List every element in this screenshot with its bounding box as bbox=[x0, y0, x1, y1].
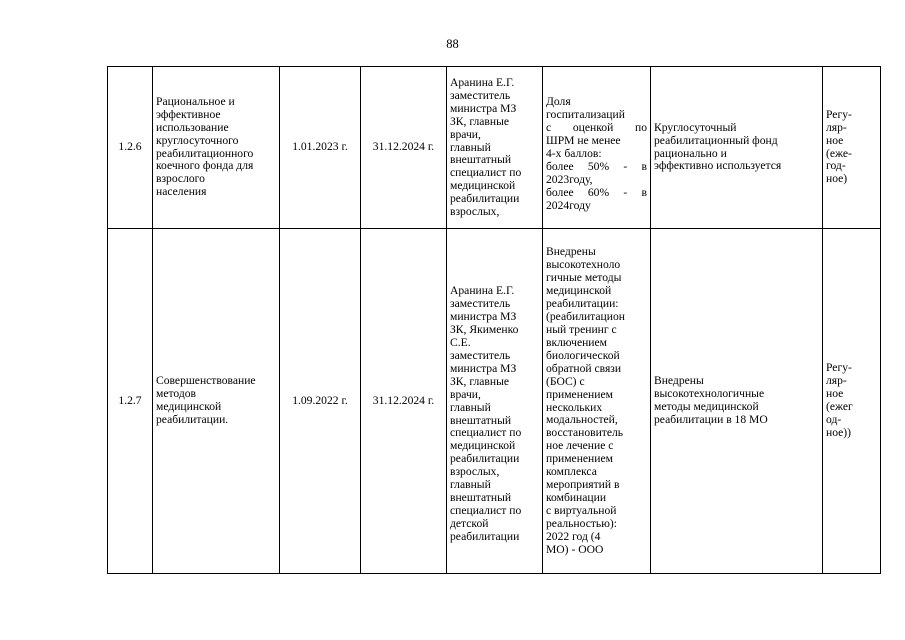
measure-title bbox=[153, 229, 280, 574]
periodicity-line: ное)) bbox=[826, 425, 852, 439]
responsible-persons-line: специалист по bbox=[450, 426, 522, 440]
target-indicator-line: применением bbox=[546, 452, 613, 466]
measure-title-line: Совершенствование bbox=[156, 374, 256, 388]
target-indicator-line: применением bbox=[546, 387, 613, 401]
measure-title-line: населения bbox=[156, 185, 207, 199]
responsible-persons-line: министра МЗ bbox=[450, 309, 517, 323]
measure-title-line: методов bbox=[156, 387, 197, 401]
periodicity-line: ляр- bbox=[826, 120, 847, 134]
measure-title-line: реабилитации. bbox=[156, 412, 229, 426]
responsible-persons-line: реабилитации bbox=[450, 192, 520, 206]
target-indicator bbox=[543, 229, 651, 574]
item-number: 1.2.6 bbox=[108, 67, 153, 229]
responsible-persons-line: Аранина Е.Г. bbox=[450, 75, 515, 89]
responsible-persons-line: заместитель bbox=[450, 296, 511, 310]
measure-title-line: эффективное bbox=[156, 107, 221, 121]
target-indicator-line: гичные методы bbox=[546, 270, 622, 284]
responsible-persons-line: взрослых, bbox=[450, 205, 500, 219]
periodicity-line: ляр- bbox=[826, 374, 847, 388]
target-indicator-line: (БОС) с bbox=[546, 374, 585, 388]
expected-result-line: Внедрены bbox=[654, 374, 704, 388]
responsible-persons-line: заместитель bbox=[450, 88, 511, 102]
target-indicator-line: 2024году bbox=[546, 198, 591, 212]
responsible-persons bbox=[447, 67, 543, 229]
target-indicator-line: с оценкой по bbox=[546, 121, 647, 135]
target-indicator-line: нескольких bbox=[546, 400, 603, 414]
responsible-persons bbox=[447, 229, 543, 574]
target-indicator-line: восстановитель bbox=[546, 426, 624, 440]
measure-title-line: Рациональное и bbox=[156, 94, 235, 108]
target-indicator-line: с виртуальной bbox=[546, 504, 617, 518]
item-number: 1.2.7 bbox=[108, 229, 153, 574]
target-indicator-line: ный тренинг с bbox=[546, 322, 617, 336]
periodicity-line: ное bbox=[826, 133, 844, 147]
expected-result bbox=[651, 67, 823, 229]
responsible-persons-line: Аранина Е.Г. bbox=[450, 283, 515, 297]
measure-title-line: использование bbox=[156, 120, 229, 134]
periodicity-line: Регу- bbox=[826, 107, 852, 121]
target-indicator-line: мероприятий в bbox=[546, 478, 620, 492]
measure-title-line: коечного фонда для bbox=[156, 159, 254, 173]
responsible-persons-line: главный bbox=[450, 478, 491, 492]
measure-title-line: круглосуточного bbox=[156, 133, 239, 147]
responsible-persons-line: внештатный bbox=[450, 413, 512, 427]
target-indicator-line: 2022 год (4 bbox=[546, 530, 601, 544]
end-date: 31.12.2024 г. bbox=[361, 229, 447, 574]
measure-title-line: медицинской bbox=[156, 400, 222, 413]
target-indicator-line: МО) - ООО bbox=[546, 542, 604, 556]
expected-result-line: реабилитации в 18 МО bbox=[654, 412, 768, 426]
responsible-persons-line: врачи, bbox=[450, 387, 481, 401]
periodicity bbox=[823, 67, 881, 229]
measure-title bbox=[153, 67, 280, 229]
target-indicator-line: ное лечение с bbox=[546, 439, 614, 453]
periodicity-line: (ежег bbox=[826, 400, 853, 413]
target-indicator-line: обратной связи bbox=[546, 361, 622, 375]
responsible-persons-line: специалист по bbox=[450, 504, 522, 518]
responsible-persons-line: специалист по bbox=[450, 166, 522, 180]
target-indicator-line: 2023году, bbox=[546, 172, 593, 186]
periodicity-line: ное bbox=[826, 387, 844, 401]
end-date: 31.12.2024 г. bbox=[361, 67, 447, 229]
periodicity bbox=[823, 229, 881, 574]
target-indicator-line: Внедрены bbox=[546, 245, 596, 259]
responsible-persons-line: медицинской bbox=[450, 439, 516, 453]
target-indicator-line: биологической bbox=[546, 348, 620, 362]
target-indicator-line: высокотехноло bbox=[546, 258, 621, 272]
target-indicator-line: более 50% - в bbox=[546, 159, 647, 173]
target-indicator-line: комплекса bbox=[546, 465, 597, 479]
target-indicator-line: 4-х баллов: bbox=[546, 147, 602, 161]
expected-result-line: рационально и bbox=[654, 146, 727, 160]
responsible-persons-line: взрослых, bbox=[450, 465, 500, 479]
start-date: 1.01.2023 г. bbox=[280, 67, 361, 229]
target-indicator-line: (реабилитацион bbox=[546, 309, 625, 323]
periodicity-line: ное) bbox=[826, 172, 848, 186]
page-number: 88 bbox=[446, 37, 459, 51]
target-indicator-line: ШРМ не менее bbox=[546, 134, 621, 148]
target-indicator bbox=[543, 67, 651, 229]
expected-result-line: методы медицинской bbox=[654, 400, 759, 413]
expected-result bbox=[651, 229, 823, 574]
table-row bbox=[108, 229, 881, 574]
measure-title-line: взрослого bbox=[156, 172, 205, 186]
expected-result-line: высокотехнологичные bbox=[654, 387, 765, 401]
responsible-persons-line: детской bbox=[450, 517, 489, 531]
table-row bbox=[108, 67, 881, 229]
responsible-persons-line: ЗК, главные bbox=[450, 114, 510, 128]
periodicity-line: (еже- bbox=[826, 146, 852, 160]
periodicity-line: год- bbox=[826, 159, 846, 173]
plan-table bbox=[107, 66, 881, 574]
expected-result-line: эффективно используется bbox=[654, 159, 782, 173]
responsible-persons-line: главный bbox=[450, 140, 491, 154]
responsible-persons-line: заместитель bbox=[450, 348, 511, 362]
responsible-persons-line: С.Е. bbox=[450, 335, 471, 349]
responsible-persons-line: министра МЗ bbox=[450, 101, 517, 115]
target-indicator-line: Доля bbox=[546, 95, 571, 109]
responsible-persons-line: внештатный bbox=[450, 491, 512, 505]
responsible-persons-line: ЗК, главные bbox=[450, 374, 510, 388]
responsible-persons-line: медицинской bbox=[450, 179, 516, 193]
expected-result-line: Круглосуточный bbox=[654, 120, 737, 134]
target-indicator-line: медицинской bbox=[546, 283, 612, 297]
responsible-persons-line: главный bbox=[450, 400, 491, 414]
responsible-persons-line: врачи, bbox=[450, 127, 481, 141]
target-indicator-line: комбинации bbox=[546, 491, 607, 505]
responsible-persons-line: министра МЗ bbox=[450, 361, 517, 375]
target-indicator-line: модальностей, bbox=[546, 413, 618, 427]
target-indicator-line: госпитализаций bbox=[546, 108, 625, 122]
target-indicator-line: реальностью): bbox=[546, 517, 617, 531]
expected-result-line: реабилитационный фонд bbox=[654, 133, 778, 147]
target-indicator-line: включением bbox=[546, 335, 607, 349]
measure-title-line: реабилитационного bbox=[156, 146, 254, 160]
start-date: 1.09.2022 г. bbox=[280, 229, 361, 574]
responsible-persons-line: реабилитации bbox=[450, 530, 520, 544]
responsible-persons-line: реабилитации bbox=[450, 452, 520, 466]
responsible-persons-line: внештатный bbox=[450, 153, 512, 167]
target-indicator-line: реабилитации: bbox=[546, 296, 619, 310]
responsible-persons-line: ЗК, Якименко bbox=[450, 322, 519, 336]
periodicity-line: од- bbox=[826, 412, 842, 426]
periodicity-line: Регу- bbox=[826, 361, 852, 375]
target-indicator-line: более 60% - в bbox=[546, 185, 647, 199]
